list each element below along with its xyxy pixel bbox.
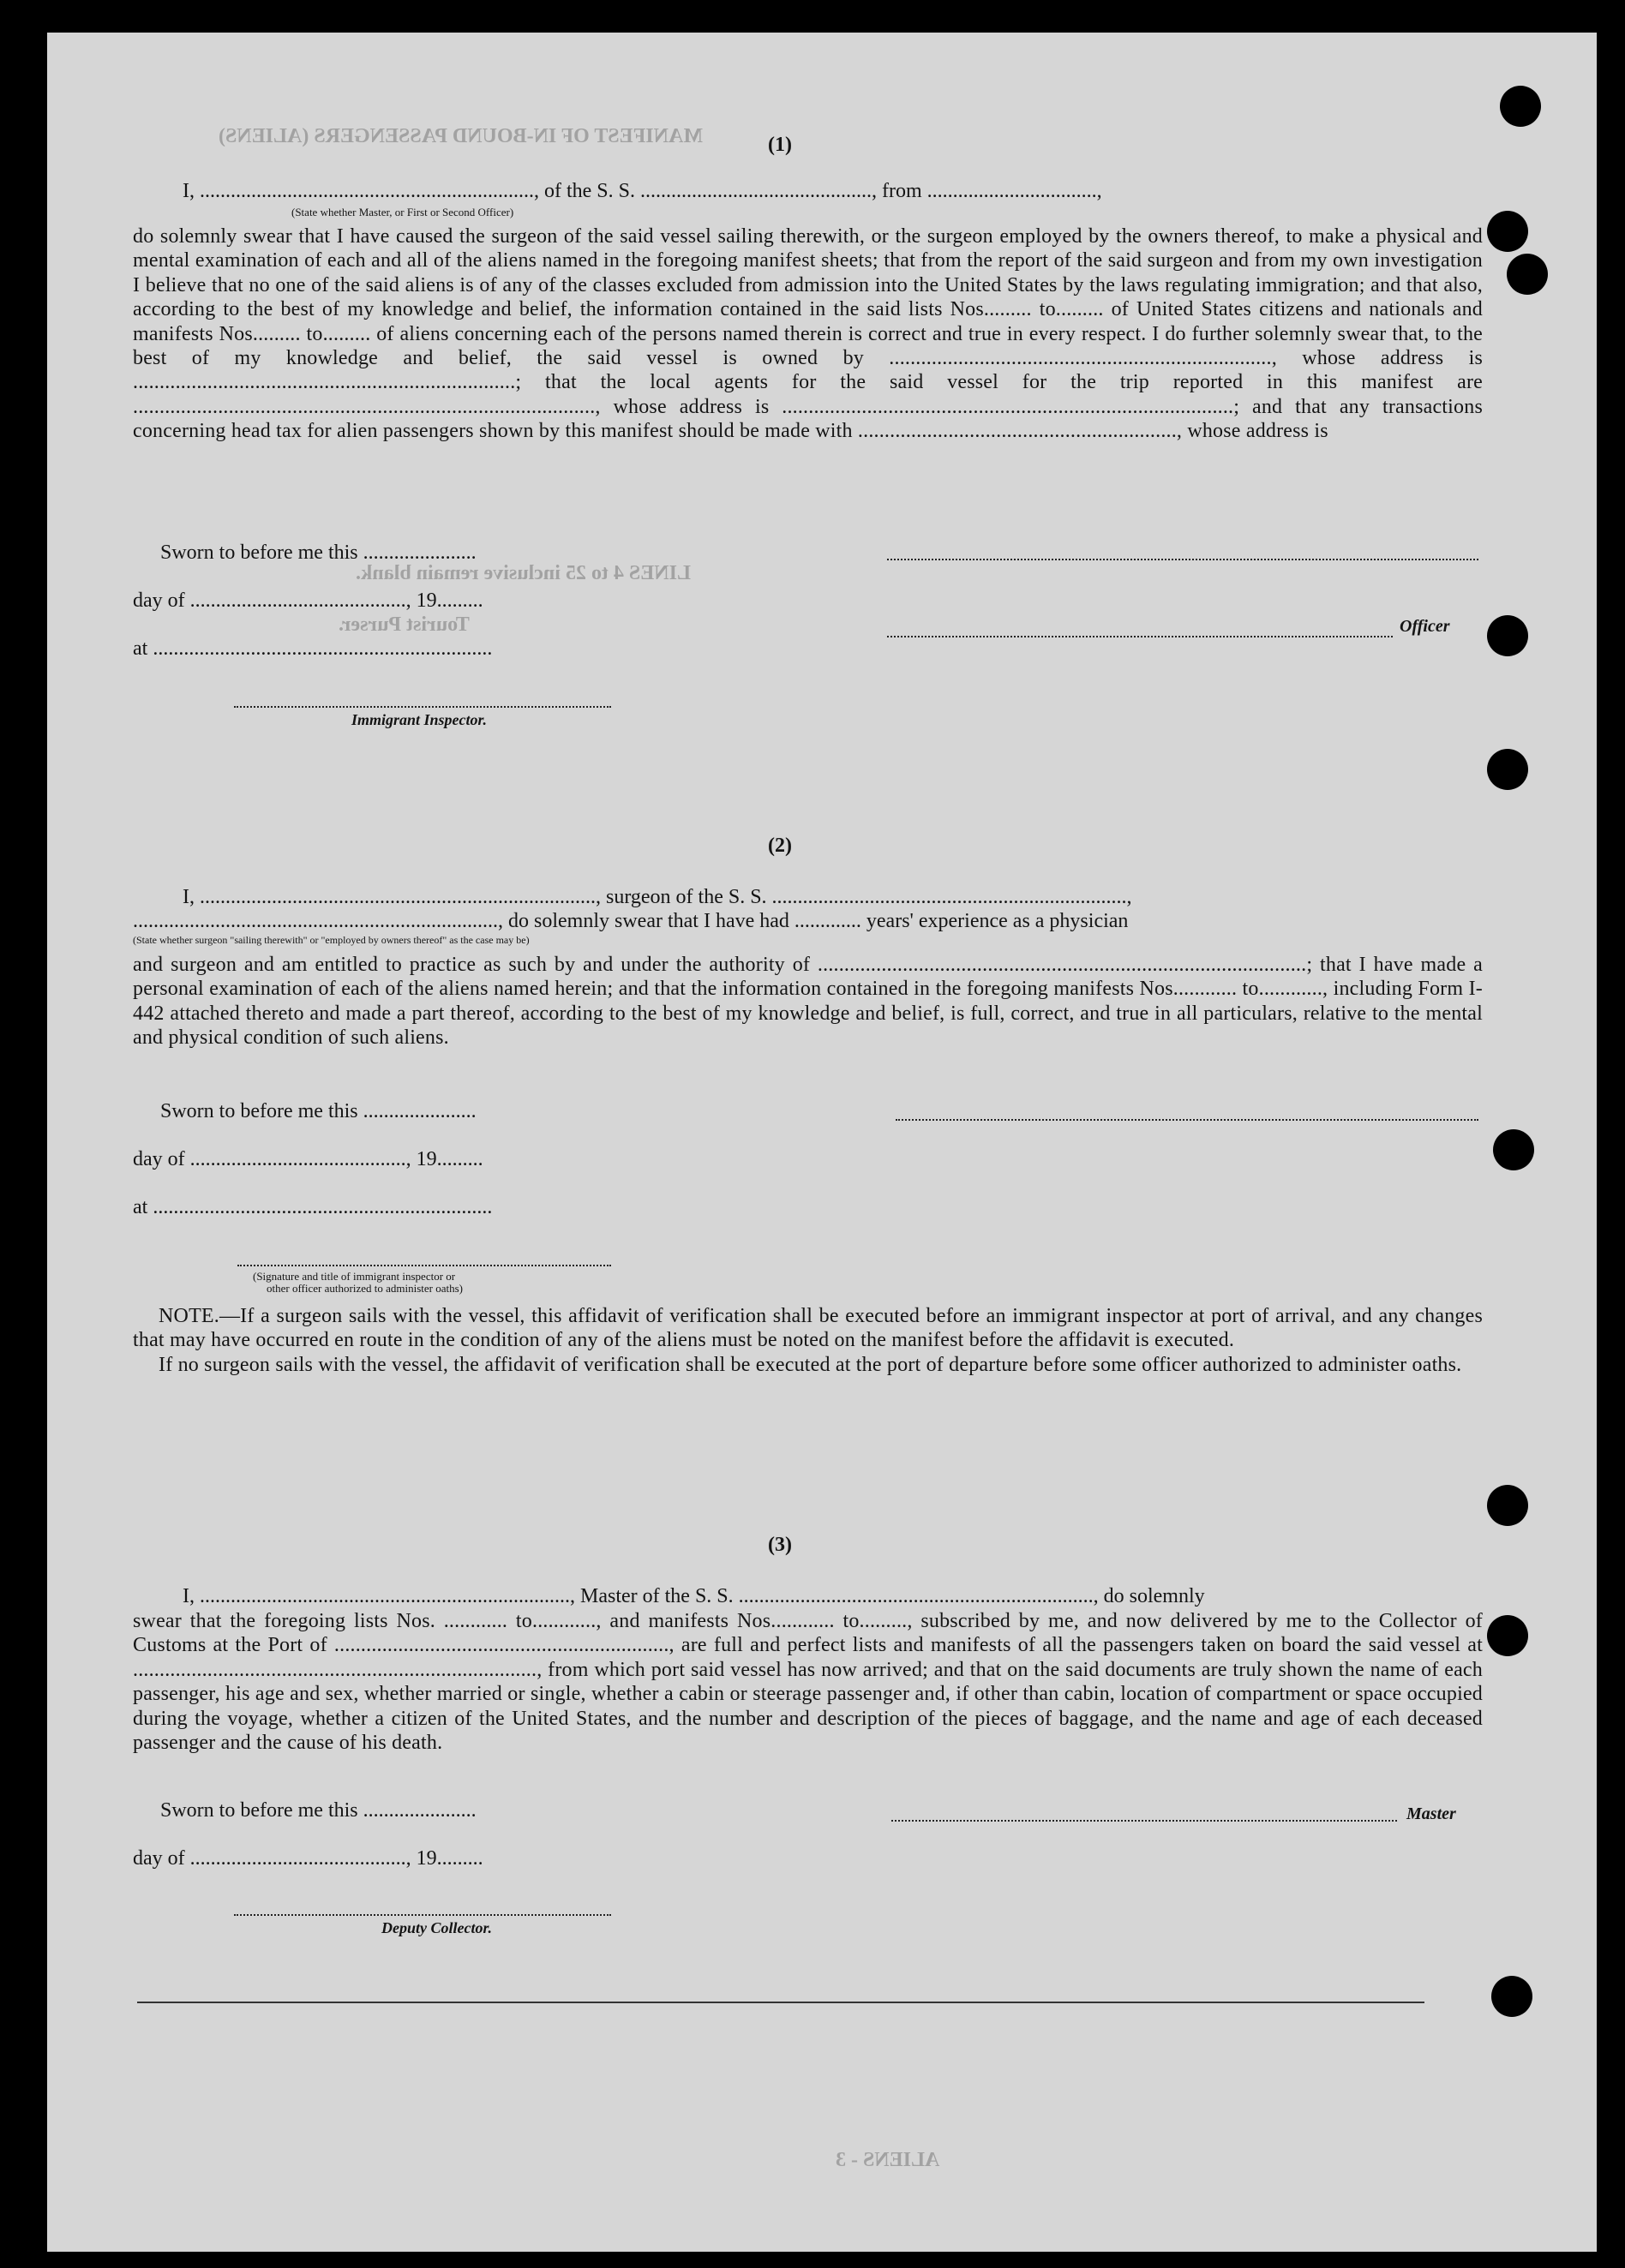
section-3-deputy-line [234, 1914, 611, 1916]
section-2-sig-caption-1: (Signature and title of immigrant inspector or [253, 1270, 456, 1283]
section-1-i-caption: (State whether Master, or First or Second Officer) [291, 206, 514, 218]
bleed-tourist-purser: Tourist Purser. [339, 613, 470, 636]
section-2-sig-caption-2: other officer authorized to administer oaths) [267, 1282, 463, 1295]
section-2-day: day of .........................................., 19......... [133, 1148, 483, 1170]
section-2-inspector-line [237, 1265, 611, 1266]
section-1-inspector-label: Immigrant Inspector. [351, 711, 488, 728]
section-3-sworn: Sworn to before me this ...................... [160, 1799, 477, 1822]
section-1-i-line: I, ................................................................., of the S. S. ............................................., from ................................., [183, 180, 1102, 202]
section-2-note-1: NOTE.—If a surgeon sails with the vessel, this affidavit of verification shall be executed before an immigrant inspector at port of arrival, and any changes that may have occurred en route in the condition of any of the aliens must be noted on the manifest before the affidavit is executed. [133, 1305, 1483, 1352]
section-2-oath-text: and surgeon and am entitled to practice as such by and under the authority of ............................................................................................; that I have made a personal examination of each of the aliens named herein; and that the information contained in the foregoing manifests Nos............ to............, including Form I-442 attached thereto and made a part thereof, according to the best of my knowledge and belief, is full, correct, and true in all particulars, relative to the mental and physical condition of such aliens. [133, 954, 1483, 1050]
section-2-note-2: If no surgeon sails with the vessel, the affidavit of verification shall be executed at the port of departure before some officer authorized to administer oaths. [159, 1353, 1462, 1376]
bleed-footer: ALIENS - 3 [836, 2149, 940, 2171]
manifest-page [47, 33, 1597, 2252]
section-2-number: (2) [768, 835, 792, 857]
section-2-at: at .................................................................. [133, 1196, 493, 1218]
section-1-officer-label: Officer [1400, 617, 1450, 636]
punch-hole [1487, 1485, 1528, 1526]
section-1-sworn: Sworn to before me this ...................... [160, 542, 477, 564]
section-1-at: at .................................................................. [133, 637, 493, 660]
punch-hole [1487, 1615, 1528, 1656]
section-1-oath-text: do solemnly swear that I have caused the surgeon of the said vessel sailing therewith, or the surgeon employed by the owners thereof, to make a physical and mental examination of each and all of the aliens named in the foregoing manifest sheets; that from the report of the said surgeon and from my own investigation I believe that no one of the said aliens is of any of the classes excluded from admission into the United States by the laws regulating immigration; and that also, according to the best of my knowledge and belief, the information contained in the said lists Nos......... to......... of United States citizens and nationals and manifests Nos......... to......... of aliens concerning each of the persons named therein is correct and true in every respect. I do further solemnly swear that, to the best of my knowledge and belief, the said vessel is owned by ........................................................................, whose address is ........................................................................; that the local agents for the said vessel for the trip reported in this manifest are ......................................................................................., whose address is .....................................................................................; and that any transactions concerning head tax for alien passengers shown by this manifest should be made with ............................................................, whose address is [133, 225, 1483, 443]
punch-hole [1487, 749, 1528, 790]
section-3-oath-text: swear that the foregoing lists Nos. ............ to............, and manifests Nos............ to........., subscribed by me, and now delivered by me to the Collector of Customs at the Port of ..............................................................., are full and perfect lists and manifests of all the passengers taken on board the said vessel at ............................................................................, from which port said vessel has now arrived; and that on the said documents are truly shown the name of each passenger, his age and sex, whether married or single, whether a cabin or steerage passenger and, if other than cabin, location of compartment or space occupied during the voyage, whether a citizen of the United States, and the number and description of the pieces of baggage, and the name and age of each deceased passenger and the cause of his death. [133, 1610, 1483, 1755]
section-1-officer-line [887, 636, 1393, 637]
punch-hole [1487, 211, 1528, 252]
section-2-line-2: ......................................................................., do solemnly swear that I have had ............. years' experience as a physician [133, 910, 1129, 932]
section-3-master-line [891, 1820, 1397, 1822]
section-1-oath [133, 224, 1483, 444]
section-2-sworn: Sworn to before me this ...................... [160, 1100, 477, 1122]
section-3-oath [133, 1609, 1483, 1755]
punch-hole [1487, 615, 1528, 656]
bottom-rule [137, 2002, 1424, 2003]
punch-hole [1500, 86, 1541, 127]
section-1-number: (1) [768, 134, 792, 156]
section-3-i-line: I, ........................................................................, Master of the S. S. ....................................................................., do solemnly [183, 1585, 1205, 1607]
punch-hole [1493, 1129, 1534, 1170]
section-1-signature-line [887, 559, 1478, 560]
section-3-day: day of .........................................., 19......... [133, 1847, 483, 1870]
punch-hole [1491, 1976, 1532, 2017]
section-1-day: day of .........................................., 19......... [133, 589, 483, 612]
section-2-notes [133, 1304, 1483, 1377]
bleed-header: MANIFEST OF IN-BOUND PASSENGERS (ALIENS) [219, 125, 703, 147]
section-3-master-label: Master [1406, 1804, 1456, 1823]
section-2-i-line: I, ............................................................................., surgeon of the S. S. ....................................................................., [183, 886, 1132, 908]
section-1-inspector-line [234, 706, 611, 708]
section-3-deputy-label: Deputy Collector. [381, 1919, 492, 1936]
section-2-signature-line [896, 1119, 1478, 1121]
section-2-caption: (State whether surgeon "sailing therewith" or "employed by owners thereof" as the case may be) [133, 934, 530, 946]
punch-hole [1507, 254, 1548, 295]
section-2-oath [133, 953, 1483, 1050]
section-3-number: (3) [768, 1534, 792, 1556]
bleed-lines-note: LINES 4 to 25 inclusive remain blank. [356, 562, 691, 584]
